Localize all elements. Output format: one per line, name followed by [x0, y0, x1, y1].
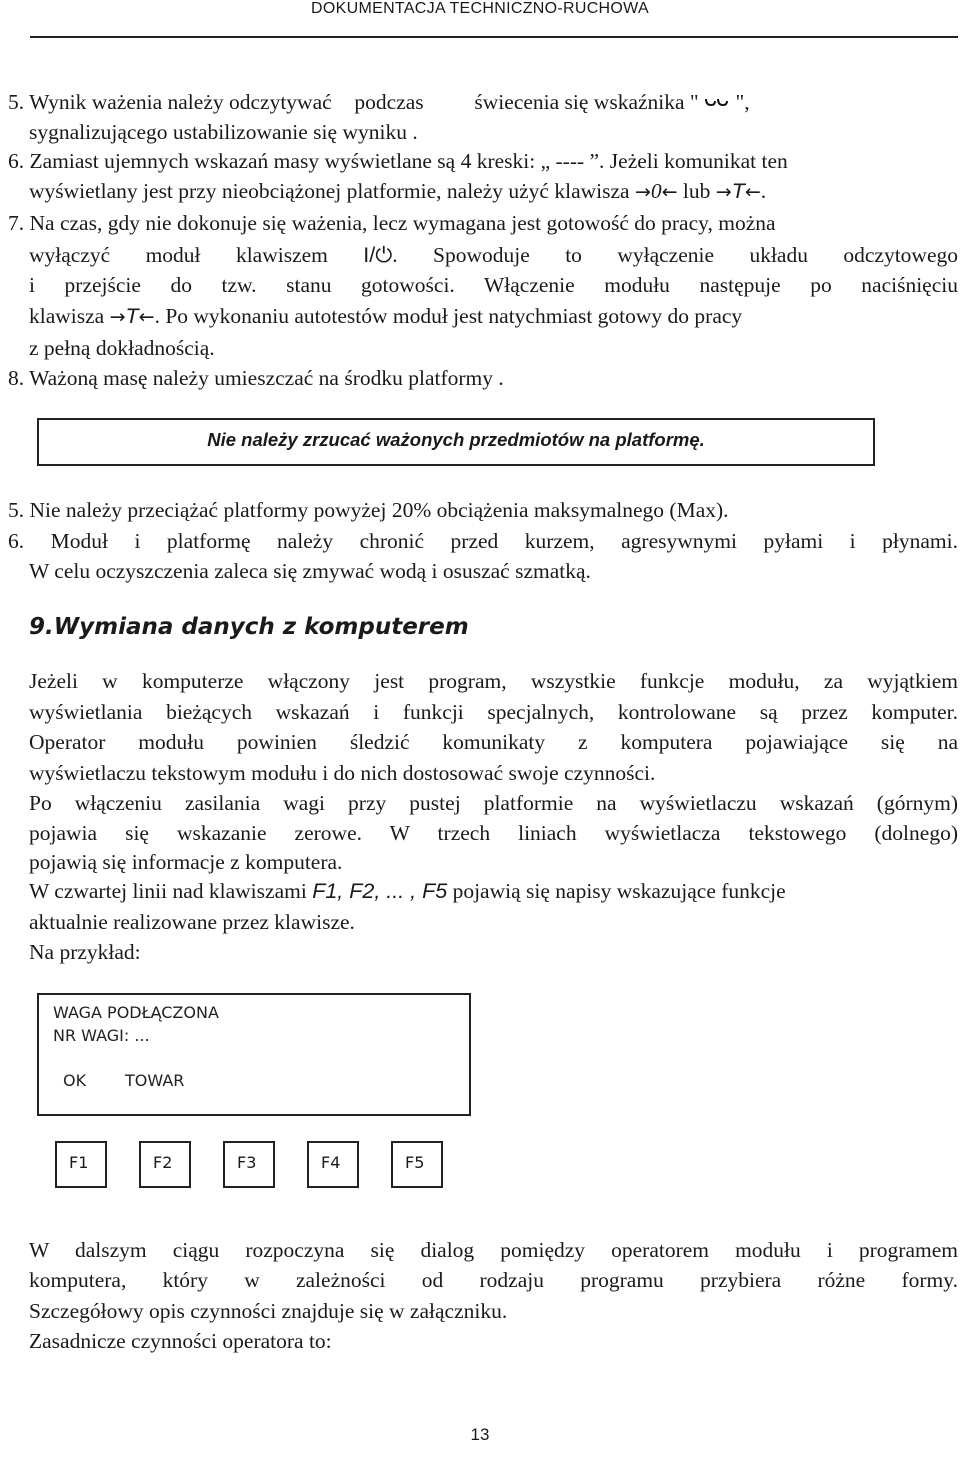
stable-indicator-icon: [704, 97, 730, 107]
paragraph-line: pojawia się wskazanie zerowe. W trzech liniach wyświetlacza tekstowego (dolnego): [29, 821, 958, 845]
item6-lub: lub: [677, 179, 716, 203]
item7-text-c: klawisza: [29, 304, 110, 328]
item6b-line2: W celu oczyszczenia zaleca się zmywać wodą i osuszać szmatką.: [29, 559, 591, 583]
display-line-4-towar: TOWAR: [125, 1071, 185, 1090]
list-item-5b: 5. Nie należy przeciążać platformy powyżej 20% obciążenia maksymalnego (Max).: [8, 498, 729, 522]
paragraph-line: Szczegółowy opis czynności znajduje się w załączniku.: [29, 1299, 508, 1323]
header-rule: [30, 36, 958, 38]
zero-key-label: 0: [650, 179, 662, 203]
item5-text-b: podczas: [354, 90, 424, 114]
item5-text-c: świecenia się wskaźnika ": [474, 90, 699, 114]
list-item-6b: 6. Moduł i platformę należy chronić przed kurzem, agresywnymi pyłami i płynami.: [8, 529, 958, 553]
item7-line2: [29, 240, 958, 270]
warning-text: Nie należy zrzucać ważonych przedmiotów na platformę.: [207, 429, 705, 450]
tare-key-label: T: [731, 179, 745, 203]
arrow-left-icon: ←: [138, 306, 155, 328]
tare-key-label: T: [125, 304, 139, 328]
item7-line3: i przejście do tzw. stanu gotowości. Włączenie modułu następuje po naciśnięciu: [29, 273, 958, 297]
page-number: 13: [470, 1425, 490, 1444]
p3-text-b: pojawią się napisy wskazujące funkcje: [447, 879, 786, 903]
item6-end: .: [760, 179, 767, 203]
item6-line2: [29, 176, 766, 206]
arrow-right-icon: →: [634, 181, 651, 203]
paragraph-line: Po włączeniu zasilania wagi przy pustej platformie na wyświetlaczu wskazań (górnym): [29, 791, 958, 815]
arrow-left-icon: ←: [744, 181, 761, 203]
item5-line2: sygnalizującego ustabilizowanie się wyniku .: [29, 120, 418, 144]
p3-text-a: W czwartej linii nad klawiszami: [29, 879, 313, 903]
f5-key[interactable]: F5: [391, 1141, 443, 1188]
section-title: 9.Wymiana danych z komputerem: [29, 614, 469, 640]
f4-key[interactable]: F4: [307, 1141, 359, 1188]
paragraph-line: Jeżeli w komputerze włączony jest program, wszystkie funkcje modułu, za wyjątkiem: [29, 669, 958, 693]
paragraph-line: Na przykład:: [29, 940, 141, 964]
f3-key[interactable]: F3: [223, 1141, 275, 1188]
paragraph-line: komputera, który w zależności od rodzaju programu przybiera różne formy.: [29, 1268, 958, 1292]
list-item-6: 6. Zamiast ujemnych wskazań masy wyświetlane są 4 kreski: „ ---- ”. Jeżeli komunikat ten: [8, 149, 788, 173]
item7-line4: [29, 301, 958, 331]
display-line-4-ok: OK: [63, 1071, 87, 1090]
item5-text-a: 5. Wynik ważenia należy odczytywać: [8, 90, 332, 114]
f2-key[interactable]: F2: [139, 1141, 191, 1188]
paragraph-line: Zasadnicze czynności operatora to:: [29, 1329, 332, 1353]
item7-text-a: wyłączyć moduł klawiszem: [29, 243, 364, 267]
item5-text-d: ",: [735, 90, 750, 114]
paragraph-line: Operator modułu powinien śledzić komunikaty z komputera pojawiające się na: [29, 730, 958, 754]
paragraph-line: W dalszym ciągu rozpoczyna się dialog pomiędzy operatorem modułu i programem: [29, 1238, 958, 1262]
arrow-left-icon: ←: [661, 181, 678, 203]
function-keys-label: F1, F2, ... , F5: [312, 879, 448, 903]
paragraph-line: pojawią się informacje z komputera.: [29, 850, 343, 874]
display-line-1: WAGA PODŁĄCZONA: [53, 1003, 219, 1022]
item7-text-d: . Po wykonaniu autotestów moduł jest natychmiast gotowy do pracy: [154, 304, 743, 328]
item7-line5: z pełną dokładnością.: [29, 336, 215, 360]
list-item-7: 7. Na czas, gdy nie dokonuje się ważenia, lecz wymagana jest gotowość do pracy, można: [8, 211, 776, 235]
item7-text-b: . Spowoduje to wyłączenie układu odczytowego: [392, 243, 958, 267]
power-key-icon: I/⏻: [363, 243, 393, 267]
paragraph-line: [29, 876, 958, 906]
list-item-8: 8. Ważoną masę należy umieszczać na środku platformy .: [8, 366, 504, 390]
text-display-example: [37, 993, 471, 1116]
warning-box: [37, 418, 875, 466]
paragraph-line: wyświetlaczu tekstowym modułu i do nich dostosować swoje czynności.: [29, 761, 656, 785]
paragraph-line: aktualnie realizowane przez klawisze.: [29, 910, 355, 934]
f1-key[interactable]: F1: [55, 1141, 107, 1188]
paragraph-line: wyświetlania bieżących wskazań i funkcji specjalnych, kontrolowane są przez komputer.: [29, 700, 958, 724]
arrow-right-icon: →: [109, 306, 126, 328]
item6-text: wyświetlany jest przy nieobciążonej platformie, należy użyć klawisza: [29, 179, 635, 203]
display-line-2: NR WAGI: ...: [53, 1026, 150, 1045]
arrow-right-icon: →: [715, 181, 732, 203]
document-header: DOKUMENTACJA TECHNICZNO-RUCHOWA: [311, 0, 649, 17]
list-item-5: [8, 87, 958, 117]
